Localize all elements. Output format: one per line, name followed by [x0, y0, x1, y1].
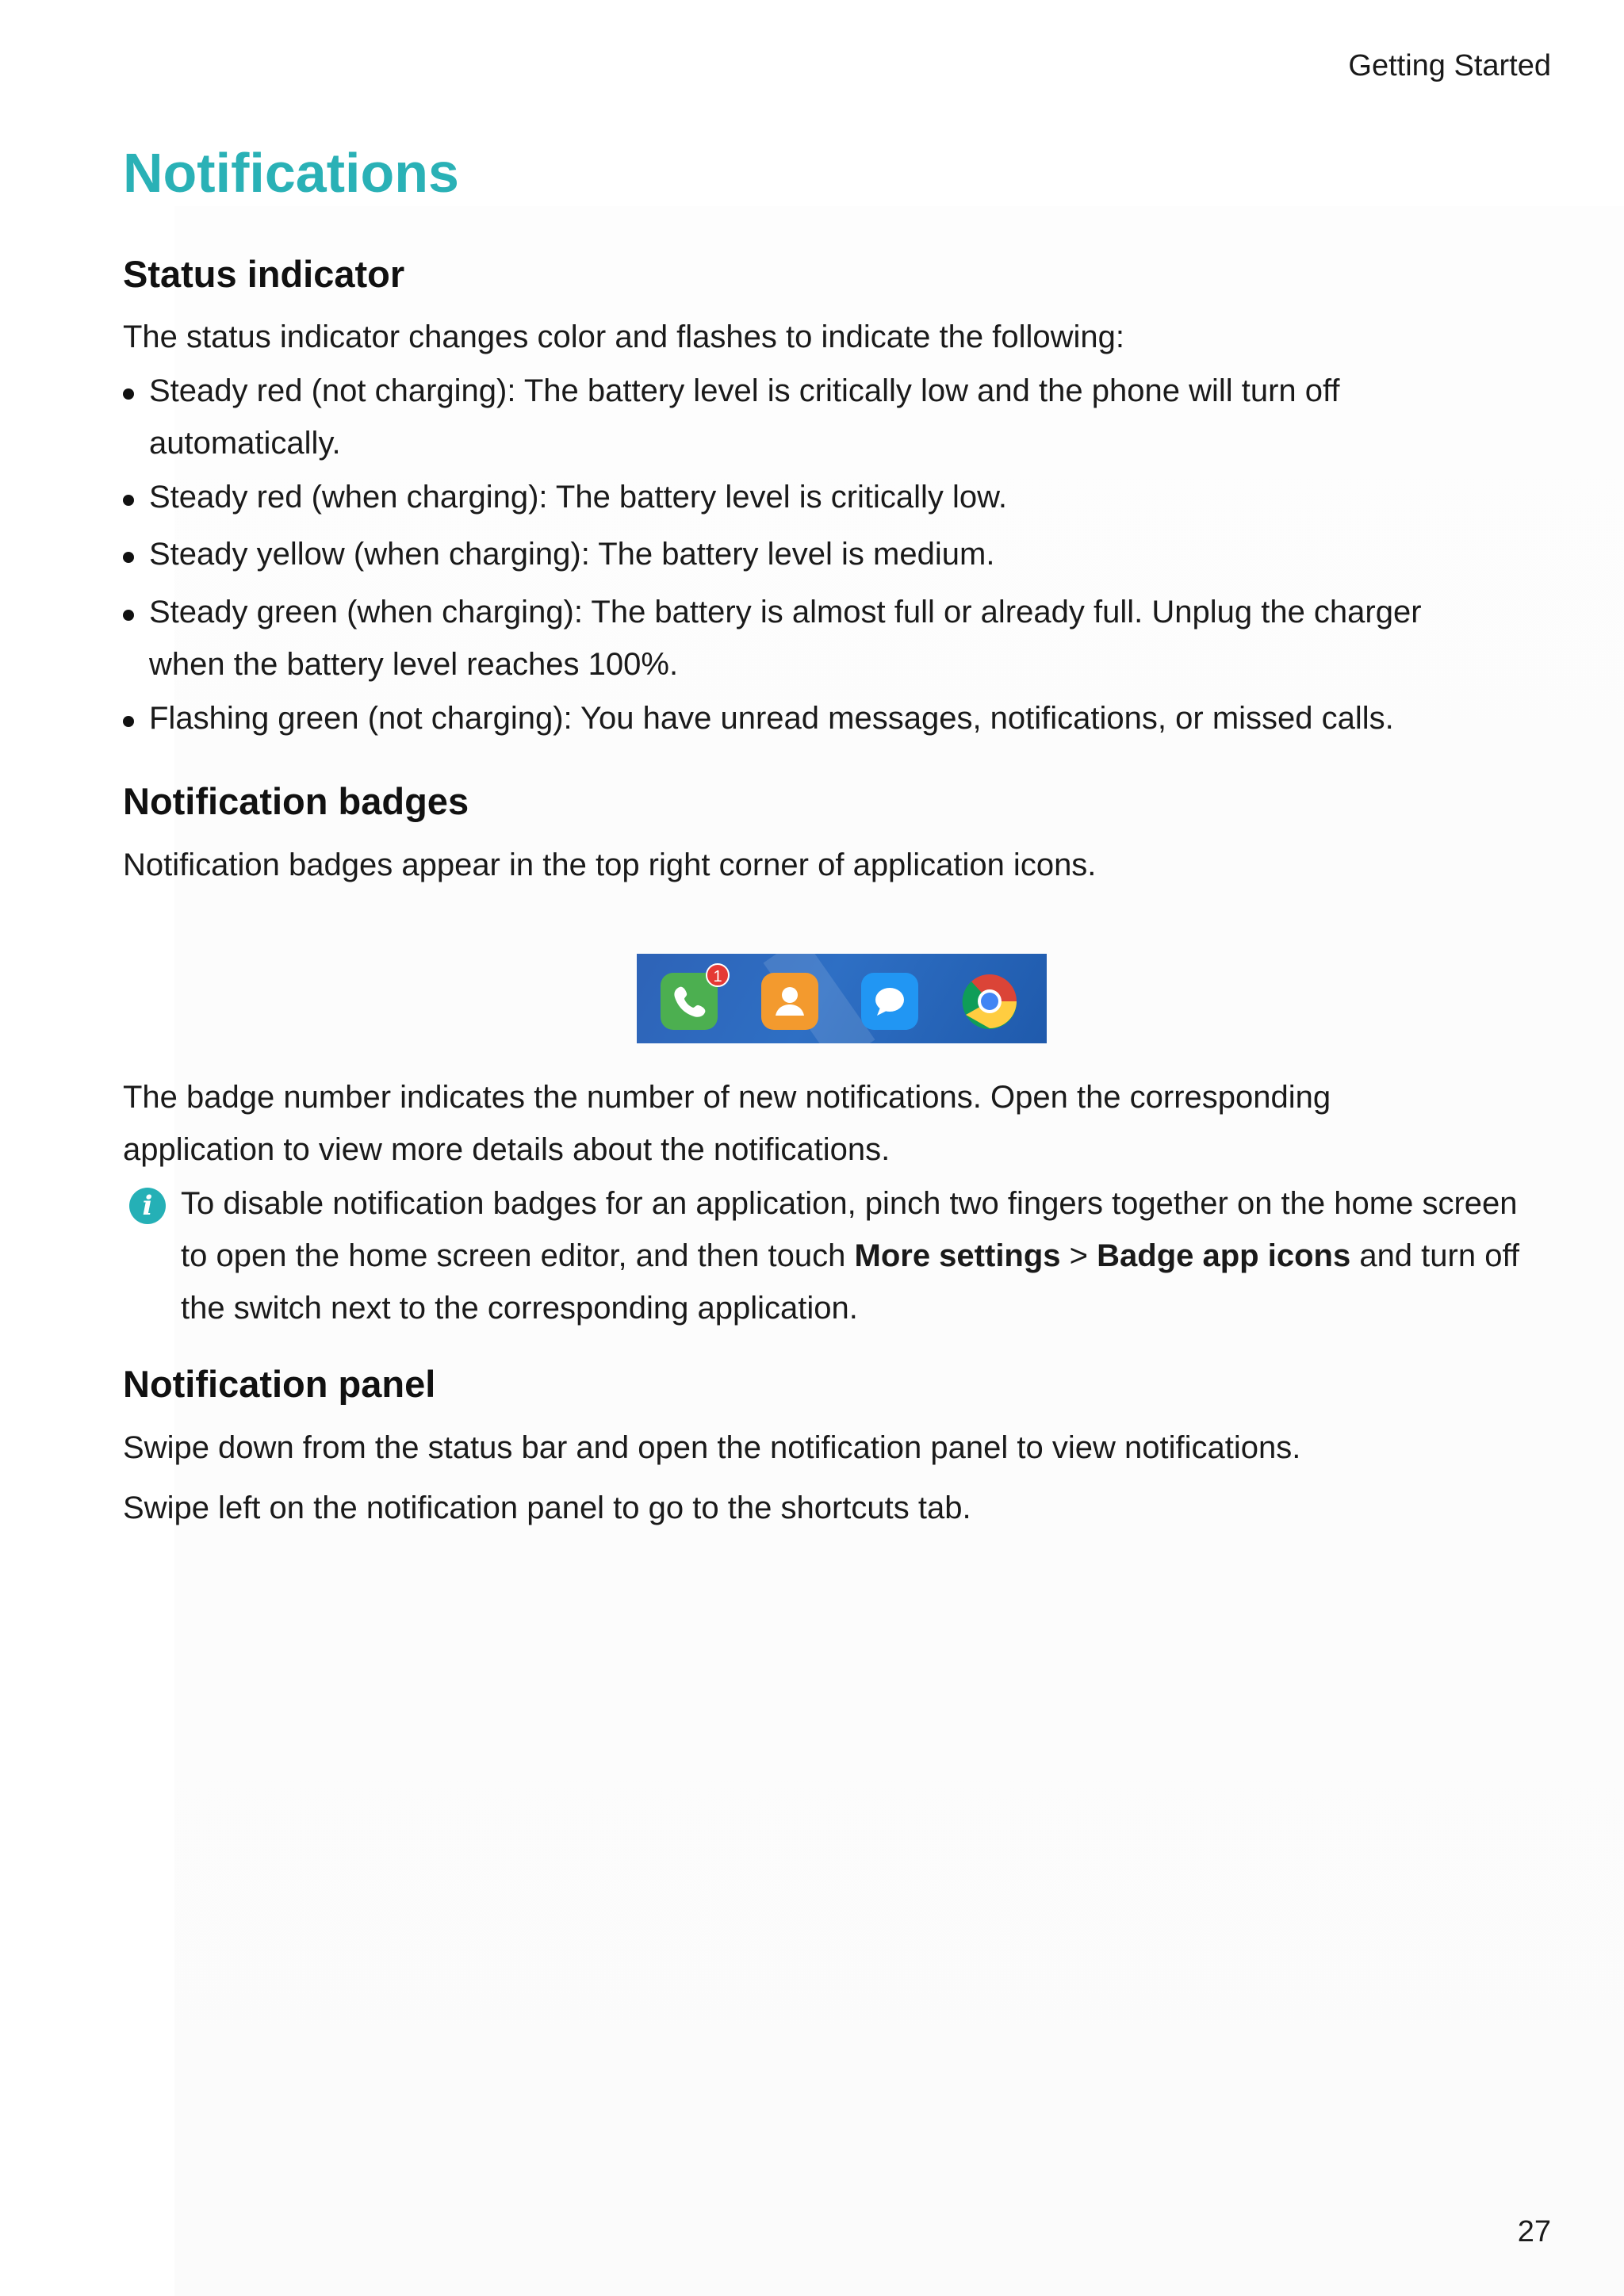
list-item — [123, 365, 1487, 469]
more-settings-label: More settings — [854, 1238, 1061, 1273]
info-note: To disable notification badges for an application, pinch two fingers together on the home screen to open the home screen editor, and then touch More settings > Badge app icons and turn off the switch next to the corresponding application. — [181, 1186, 1519, 1326]
bullet-icon — [123, 610, 134, 621]
list-item-text: Steady green (when charging): The battery is almost full or already full. Unplug the charger when the battery level reaches 100%. — [149, 595, 1422, 682]
browser-icon — [961, 973, 1018, 1030]
status-indicator-heading: Status indicator — [123, 253, 405, 295]
notification-panel-line2: Swipe left on the notification panel to go to the shortcuts tab. — [123, 1490, 971, 1525]
notification-badges-intro: Notification badges appear in the top right corner of application icons. — [123, 848, 1097, 882]
notification-badge: 1 — [706, 963, 730, 987]
bullet-icon — [123, 388, 134, 400]
page-number: 27 — [1517, 2215, 1551, 2248]
list-item — [123, 471, 1487, 523]
running-header: Getting Started — [1348, 49, 1551, 82]
messaging-icon — [861, 973, 918, 1030]
badge-explanation: The badge number indicates the number of new notifications. Open the corresponding application to view more details about the notifications. — [123, 1080, 1331, 1167]
info-icon: i — [129, 1188, 166, 1224]
notification-panel-heading: Notification panel — [123, 1363, 436, 1405]
list-item-text: Flashing green (not charging): You have unread messages, notifications, or missed calls. — [149, 701, 1394, 736]
bullet-icon — [123, 716, 134, 727]
list-item-text: Steady red (not charging): The battery level is critically low and the phone will turn off automatically. — [149, 373, 1340, 461]
notification-badges-heading: Notification badges — [123, 780, 469, 822]
bullet-icon — [123, 495, 134, 506]
status-indicator-intro: The status indicator changes color and flashes to indicate the following: — [123, 320, 1124, 354]
notification-panel-line1: Swipe down from the status bar and open the notification panel to view notifications. — [123, 1430, 1301, 1465]
list-item-text: Steady red (when charging): The battery level is critically low. — [149, 480, 1007, 515]
app-icons-figure — [637, 954, 1047, 1043]
list-item — [123, 692, 1487, 744]
page-title: Notifications — [123, 142, 459, 204]
contacts-icon — [761, 973, 818, 1030]
list-item-text: Steady yellow (when charging): The battery level is medium. — [149, 537, 995, 572]
badge-app-icons-label: Badge app icons — [1097, 1238, 1351, 1273]
bullet-icon — [123, 552, 134, 563]
list-item — [123, 528, 1487, 580]
list-item — [123, 586, 1487, 691]
